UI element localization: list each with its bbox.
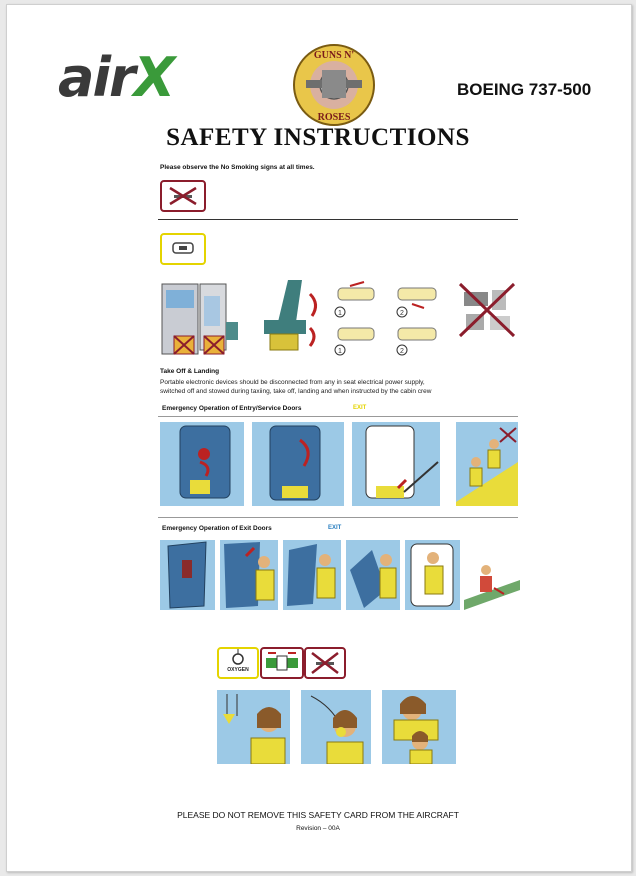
no-smoking-sign-2 (304, 647, 346, 679)
oxygen-label: OXYGEN (227, 667, 249, 673)
svg-text:ROSES: ROSES (317, 112, 351, 123)
do-not-remove-notice: PLEASE DO NOT REMOVE THIS SAFETY CARD FROM THE AIRCRAFT (177, 810, 459, 820)
svg-text:1: 1 (338, 310, 342, 317)
exit-door-step-4 (346, 540, 400, 610)
section-divider (158, 219, 518, 220)
no-smoking-icon (306, 649, 344, 677)
door-pushed-illustration (352, 422, 440, 506)
airx-logo: airX (58, 46, 174, 109)
entry-door-step-4 (456, 422, 518, 506)
exit-door-step-5 (405, 540, 460, 610)
takeoff-landing-line-1: Portable electronic devices should be disconnected from any in seat electrical power supply, (160, 379, 425, 386)
entry-exit-label: EXIT (353, 405, 367, 411)
oxygen-mask-icon (219, 649, 257, 669)
svg-text:GUNS N': GUNS N' (313, 50, 355, 61)
seatbelt-sign (160, 233, 206, 265)
exit-doors-heading: Emergency Operation of Exit Doors (162, 525, 272, 532)
aircraft-model: BOEING 737-500 (457, 80, 592, 99)
takeoff-landing-line-2: switched off and stowed during taxiing, take off, landing and when instructed by the cabin crew (160, 388, 432, 395)
put-on-mask-illustration (301, 690, 371, 764)
throw-hatch-illustration (346, 540, 400, 610)
seatbelt-fasten-steps-illustration (332, 280, 452, 360)
entry-door-step-2 (252, 422, 344, 506)
band-badge-logo (286, 40, 382, 130)
entry-doors-heading: Emergency Operation of Entry/Service Doors (162, 405, 302, 412)
door-open-illustration (252, 422, 344, 506)
pull-handle-illustration (220, 540, 278, 610)
climb-out-illustration (405, 540, 460, 610)
door-handle-illustration (160, 422, 244, 506)
exit-door-step-1 (160, 540, 215, 610)
seat-upright-illustration (258, 276, 324, 354)
oxygen-step-2 (301, 690, 371, 764)
seatbelt-sign-icon (162, 235, 204, 263)
exit-panel-illustration (160, 540, 215, 610)
revision-label: Revision – 00A (296, 825, 340, 832)
oxygen-step-3 (382, 690, 456, 764)
svg-text:2: 2 (400, 310, 404, 317)
no-smoking-sign (160, 180, 206, 212)
exit-door-step-6 (464, 540, 520, 610)
lift-hatch-illustration (283, 540, 341, 610)
oxygen-step-1 (217, 690, 290, 764)
exit-doors-exit-label: EXIT (328, 525, 342, 531)
svg-text:1: 1 (338, 348, 342, 355)
no-smoking-icon (162, 182, 204, 210)
section-divider (158, 416, 518, 417)
no-smoking-notice: Please observe the No Smoking signs at all times. (160, 164, 315, 171)
page-title: SAFETY INSTRUCTIONS (166, 124, 470, 151)
exit-door-step-2 (220, 540, 278, 610)
takeoff-landing-heading: Take Off & Landing (160, 368, 220, 375)
svg-text:2: 2 (400, 348, 404, 355)
entry-door-step-1 (160, 422, 244, 506)
galley-trolley-illustration (160, 280, 240, 356)
fasten-seatbelt-sign (260, 647, 304, 679)
help-child-mask-illustration (382, 690, 456, 764)
slide-evacuation-illustration (456, 422, 518, 506)
oxygen-sign (217, 647, 259, 679)
exit-door-step-3 (283, 540, 341, 610)
mask-drop-illustration (217, 690, 290, 764)
wing-evacuation-illustration (464, 540, 520, 610)
seatbelt-buckle-icon (262, 649, 302, 677)
entry-door-step-3 (352, 422, 440, 506)
section-divider (158, 517, 518, 518)
no-electronic-devices-illustration (458, 282, 516, 338)
